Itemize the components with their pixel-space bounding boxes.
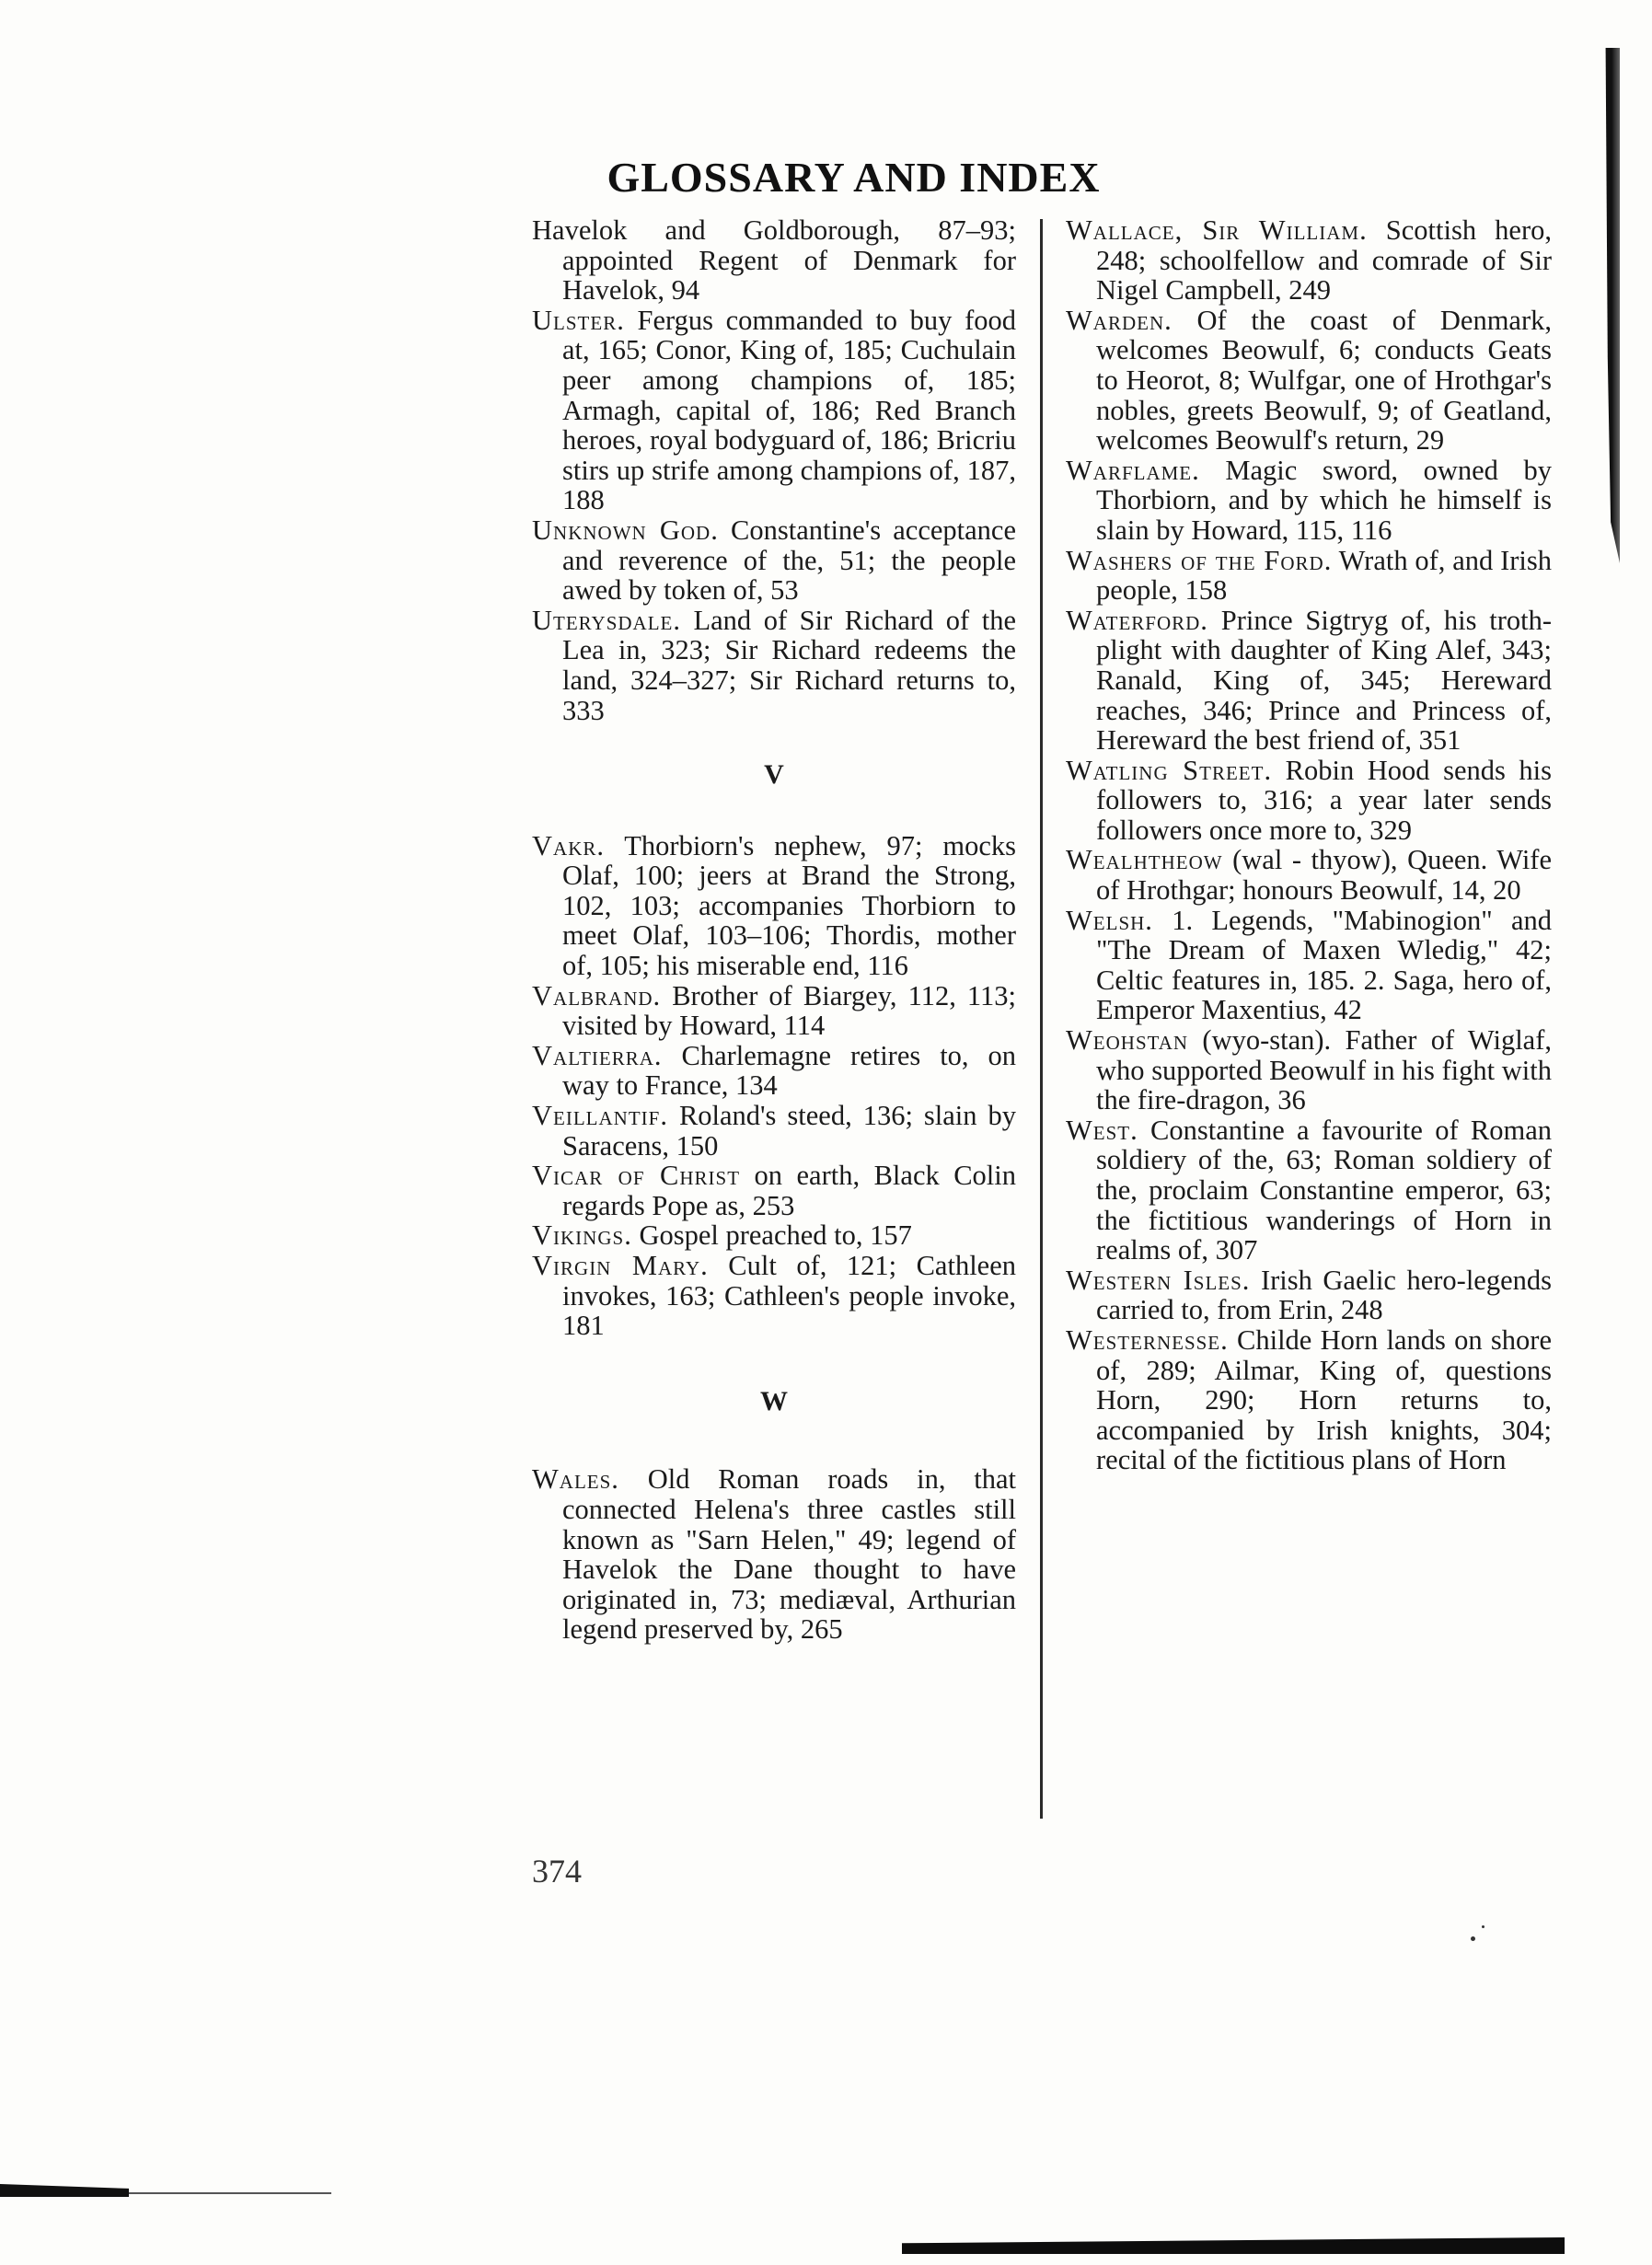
- entry-text: Childe Horn lands on shore of, 289; Ailmar, King of, questions Horn, 290; Horn returns to, accompanied by Irish knights, 304; recital of the fictitious plans of Horn: [1096, 1323, 1552, 1476]
- index-entry: [532, 306, 1016, 515]
- entry-text: Charlemagne retires to, on way to France, 134: [562, 1039, 1016, 1102]
- entry-head: Vikings.: [532, 1219, 632, 1252]
- entry-text: (wal - thyow), Queen. Wife of Hrothgar; honours Beowulf, 14, 20: [1096, 844, 1552, 907]
- entry-text: Wrath of, and Irish people, 158: [1096, 544, 1552, 607]
- entry-head: Warflame.: [1066, 454, 1200, 486]
- entry-head: Veillantif.: [532, 1100, 668, 1132]
- scan-speck: [1471, 1936, 1475, 1941]
- entry-text: Constantine's acceptance and reverence of the, 51; the people awed by token of, 53: [562, 514, 1016, 607]
- section-letter-v: V: [764, 759, 784, 791]
- entry-text: Magic sword, owned by Thorbiorn, and by which he himself is slain by Howard, 115, 116: [1096, 454, 1552, 546]
- entry-text: (wyo-stan). Father of Wiglaf, who supported Beowulf in his fight with the fire-dragon, 36: [1096, 1024, 1552, 1116]
- entry-head: Uterysdale.: [532, 604, 681, 636]
- scan-edge-shadow: [1600, 48, 1620, 563]
- index-entry: [532, 1464, 1016, 1645]
- entry-head: Welsh.: [1066, 904, 1153, 936]
- index-entry: [532, 981, 1016, 1041]
- scan-edge-shadow: [0, 2184, 129, 2197]
- entry-head: Vakr.: [532, 829, 605, 861]
- entry-head: Wales.: [532, 1463, 619, 1496]
- entry-text: Roland's steed, 136; slain by Saracens, 150: [562, 1100, 1016, 1161]
- entry-text: Cult of, 121; Cathleen invokes, 163; Cathleen's people invoke, 181: [562, 1250, 1016, 1342]
- entry-text: Gospel preached to, 157: [631, 1219, 912, 1252]
- entry-head: Wallace, Sir William.: [1066, 214, 1368, 246]
- entry-head: Wealhtheow: [1066, 844, 1223, 876]
- entry-text: Of the coast of Denmark, welcomes Beowulf, 6; conducts Geats to Heorot, 8; Wulfgar, one of Hrothgar's nobles, greets Beowulf, 9; of Geatland, welcomes Beowulf's return, 29: [1096, 304, 1552, 456]
- left-column: [532, 215, 1016, 1645]
- index-entry: [532, 1041, 1016, 1101]
- entry-text: Scottish hero, 248; schoolfellow and comrade of Sir Nigel Campbell, 249: [1096, 214, 1552, 306]
- index-entry: [532, 606, 1016, 725]
- entry-text: Fergus commanded to buy food at, 165; Conor, King of, 185; Cuchulain peer among champions of, 185; Armagh, capital of, 186; Red Branch heroes, royal bodyguard of, 186; Bricriu stirs up strife among champions of, 187, 188: [562, 304, 1016, 516]
- entry-text: on earth, Black Colin regards Pope as, 253: [562, 1160, 1017, 1221]
- index-entry: [1066, 606, 1552, 756]
- right-column: [1066, 215, 1552, 1475]
- entry-head: Valbrand.: [532, 979, 662, 1011]
- index-entry: [532, 515, 1016, 606]
- entry-head: Valtierra.: [532, 1039, 663, 1071]
- entry-text: Brother of Biargey, 112, 113; visited by Howard, 114: [562, 979, 1016, 1042]
- index-entry: [1066, 546, 1552, 606]
- index-entry: [1066, 1325, 1552, 1475]
- page-title: GLOSSARY AND INDEX: [607, 154, 1101, 201]
- index-entry: [1066, 306, 1552, 456]
- entry-text: Robin Hood sends his followers to, 316; a year later sends followers once more to, 329: [1096, 754, 1553, 846]
- entry-head: Warden.: [1066, 304, 1173, 336]
- entry-text: Prince Sigtryg of, his troth-plight with daughter of King Alef, 343; Ranald, King of, 345; Hereward reaches, 346; Prince and Princess of, Hereward the best friend of, 351: [1096, 604, 1552, 757]
- entry-head: Watling Street.: [1066, 754, 1273, 786]
- entry-head: Washers of the Ford.: [1066, 544, 1333, 576]
- entry-text: Havelok and Goldborough, 87–93; appointed Regent of Denmark for Havelok, 94: [532, 214, 1016, 306]
- index-entry: [1066, 845, 1552, 905]
- entry-text: 1. Legends, "Mabinogion" and "The Dream of Maxen Wledig," 42; Celtic features in, 185. 2. Saga, hero of, Emperor Maxentius, 42: [1096, 904, 1552, 1026]
- index-entry: [1066, 456, 1552, 546]
- entry-text: Old Roman roads in, that connected Helena's three castles still known as "Sarn Helen," 49; legend of Havelok the Dane thought to have originated in, 73; mediæval, Arthurian legend preserved by, 265: [562, 1463, 1016, 1646]
- index-entry: [532, 1220, 1016, 1251]
- index-entry: [1066, 906, 1552, 1025]
- scan-speck: [1482, 1925, 1484, 1928]
- index-entry: [1066, 1025, 1552, 1115]
- entry-head: Western Isles.: [1066, 1264, 1251, 1296]
- index-entry: [532, 1101, 1016, 1161]
- index-entry: [1066, 215, 1552, 306]
- entry-head: Ulster.: [532, 304, 625, 336]
- index-entry: [532, 1251, 1016, 1341]
- page-number: 374: [532, 1853, 582, 1889]
- column-divider: [1040, 219, 1043, 1819]
- scan-edge-shadow: [902, 2237, 1565, 2254]
- index-entry: [532, 831, 1016, 981]
- entry-head: Westernesse.: [1066, 1323, 1229, 1356]
- scan-edge-shadow: [129, 2192, 331, 2194]
- index-entry: [1066, 1115, 1552, 1265]
- section-letter-w: W: [760, 1385, 788, 1416]
- entry-text: Thorbiorn's nephew, 97; mocks Olaf, 100; jeers at Brand the Strong, 102, 103; accompanies Thorbiorn to meet Olaf, 103–106; Thordis, mother of, 105; his miserable end, 116: [562, 829, 1016, 982]
- entry-head: Unknown God.: [532, 514, 719, 546]
- entry-text: Constantine a favourite of Roman soldiery of the, 63; Roman soldiery of the, proclaim Constantine emperor, 63; the fictitious wanderings of Horn in realms of, 307: [1096, 1114, 1552, 1266]
- index-entry: [532, 215, 1016, 306]
- index-entry: [532, 1161, 1016, 1220]
- entry-head: Weohstan: [1066, 1024, 1189, 1057]
- entry-head: West.: [1066, 1114, 1138, 1146]
- entry-head: Virgin Mary.: [532, 1250, 709, 1281]
- index-entry: [1066, 1265, 1552, 1325]
- entry-head: Waterford.: [1066, 604, 1208, 636]
- index-entry: [1066, 756, 1552, 846]
- entry-head: Vicar of Christ: [532, 1160, 741, 1192]
- entry-text: Land of Sir Richard of the Lea in, 323; Sir Richard redeems the land, 324–327; Sir Richard returns to, 333: [562, 604, 1016, 726]
- entry-text: Irish Gaelic hero-legends carried to, from Erin, 248: [1096, 1264, 1552, 1326]
